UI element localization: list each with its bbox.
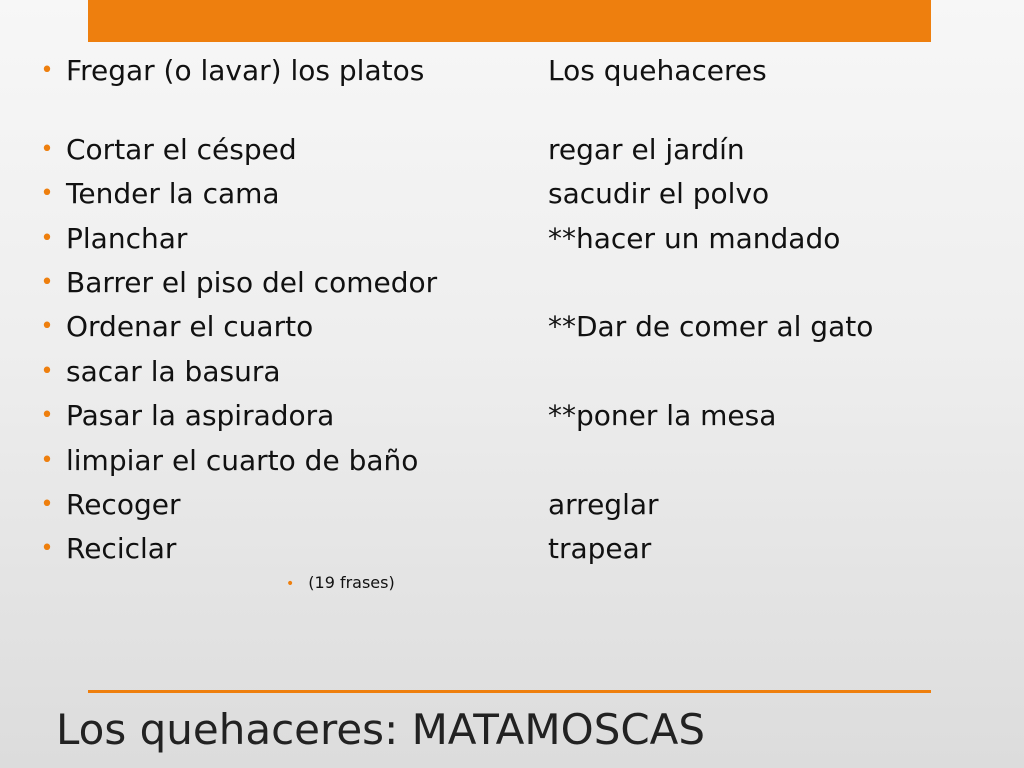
list-item bbox=[0, 174, 1024, 214]
bullet-icon: • bbox=[40, 492, 54, 517]
list-item bbox=[0, 352, 1024, 392]
list-item bbox=[0, 307, 1024, 347]
list-item-right: **poner la mesa bbox=[548, 399, 777, 432]
bullet-icon: • bbox=[40, 448, 54, 473]
bullet-icon: • bbox=[40, 536, 54, 561]
list-item-left: sacar la basura bbox=[66, 355, 281, 388]
list-item-right: arreglar bbox=[548, 488, 659, 521]
list-item bbox=[0, 485, 1024, 525]
list-item bbox=[0, 130, 1024, 170]
list-item bbox=[0, 51, 1024, 91]
list-item-right: regar el jardín bbox=[548, 133, 745, 166]
bullet-icon: • bbox=[40, 137, 54, 162]
list-item-right: Los quehaceres bbox=[548, 54, 767, 87]
list-item-right: trapear bbox=[548, 532, 652, 565]
list-item bbox=[0, 219, 1024, 259]
top-accent-band bbox=[88, 0, 931, 42]
list-item-left: Planchar bbox=[66, 222, 188, 255]
list-item-left: Barrer el piso del comedor bbox=[66, 266, 438, 299]
list-item-left: Pasar la aspiradora bbox=[66, 399, 335, 432]
list-item-left: Fregar (o lavar) los platos bbox=[66, 54, 425, 87]
bullet-icon: • bbox=[40, 403, 54, 428]
page-title: Los quehaceres: MATAMOSCAS bbox=[56, 705, 706, 754]
list-item-left: Tender la cama bbox=[66, 177, 280, 210]
list-item-left: Recoger bbox=[66, 488, 181, 521]
list-item-right: **hacer un mandado bbox=[548, 222, 841, 255]
footnote bbox=[286, 571, 395, 595]
list-item-right: **Dar de comer al gato bbox=[548, 310, 874, 343]
list-item bbox=[0, 529, 1024, 569]
list-item bbox=[0, 441, 1024, 481]
bullet-icon: • bbox=[40, 314, 54, 339]
bullet-icon: • bbox=[40, 181, 54, 206]
bullet-icon: • bbox=[40, 226, 54, 251]
footnote-text: (19 frases) bbox=[308, 573, 395, 592]
list-item bbox=[0, 396, 1024, 436]
list-item-left: limpiar el cuarto de baño bbox=[66, 444, 419, 477]
bullet-icon: • bbox=[40, 270, 54, 295]
list-item-left: Cortar el césped bbox=[66, 133, 297, 166]
list-item bbox=[0, 263, 1024, 303]
list-item-left: Reciclar bbox=[66, 532, 177, 565]
bullet-icon: • bbox=[40, 359, 54, 384]
title-divider bbox=[88, 690, 931, 693]
bullet-icon: • bbox=[286, 576, 295, 592]
list-item-left: Ordenar el cuarto bbox=[66, 310, 314, 343]
bullet-icon: • bbox=[40, 58, 54, 83]
list-item-right: sacudir el polvo bbox=[548, 177, 770, 210]
